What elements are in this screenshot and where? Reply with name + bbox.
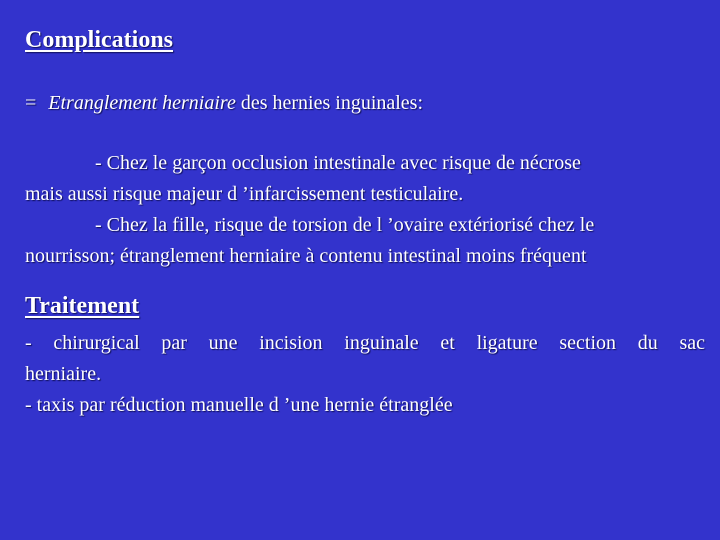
strangulation-line — [25, 88, 705, 119]
complication-details — [25, 148, 705, 272]
treatment-details — [25, 328, 705, 421]
treatment-heading: Traitement — [25, 293, 140, 319]
strangulation-context: des hernies inguinales: — [235, 92, 424, 114]
girl-complication-line-1: - Chez la fille, risque de torsion de l ’ovaire extériorisé chez le — [95, 214, 595, 236]
surgical-treatment-line-2: herniaire. — [25, 363, 102, 385]
complications-heading: Complications — [25, 27, 174, 53]
boy-complication-line-1: - Chez le garçon occlusion intestinale avec risque de nécrose — [95, 152, 581, 174]
surgical-treatment-line-1: - chirurgical par une incision inguinale et ligature section du sac — [25, 332, 705, 354]
strangulation-term: Etranglement herniaire — [48, 92, 236, 114]
equals-sign: = — [25, 92, 37, 114]
girl-complication-line-2: nourrisson; étranglement herniaire à contenu intestinal moins fréquent — [25, 245, 587, 267]
taxis-treatment-line: - taxis par réduction manuelle d ’une hernie étranglée — [25, 394, 453, 416]
boy-complication-line-2: mais aussi risque majeur d ’infarcissement testiculaire. — [25, 183, 464, 205]
